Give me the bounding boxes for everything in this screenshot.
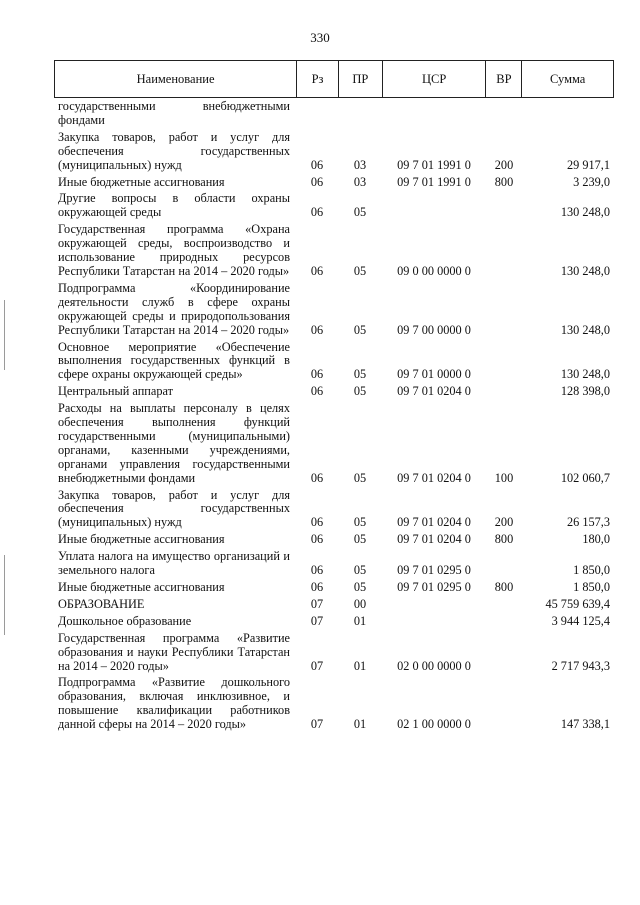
cell-name: Иные бюджетные ассигнования (58, 580, 225, 594)
cell-name: Государственная программа «Охрана окружающей среды, воспроизводство и использование природных ресурсов Республики Татарстан на 2014 – 2020 годы» (58, 222, 290, 278)
cell-rz: 06 (310, 205, 324, 220)
table-row (54, 223, 614, 279)
cell-sum: 147 338,1 (560, 717, 610, 732)
cell-name: Иные бюджетные ассигнования (58, 532, 225, 547)
margin-mark (4, 300, 5, 370)
header-vr: ВР (485, 61, 521, 97)
cell-name: Государственная программа «Развитие образования и науки Республики Татарстан на 2014 – 2020 годы» (58, 630, 290, 673)
cell-sum: 180,0 (582, 532, 610, 547)
cell-sum: 2 717 943,3 (551, 658, 610, 673)
table-row (54, 402, 614, 485)
cell-rz: 06 (310, 515, 324, 530)
cell-vr: 200 (494, 157, 514, 172)
cell-vr: 800 (494, 174, 514, 189)
cell-name: Расходы на выплаты персоналу в целях обеспечения выполнения функций государственными (муниципальными) органами, казенными учреждениями, органами управления государственными внебюджетными фондами (58, 401, 290, 485)
cell-rz: 06 (310, 470, 324, 485)
cell-name: Основное мероприятие «Обеспечение выполнения государственных функций в сфере охраны окружающей среды» (58, 339, 290, 382)
cell-csr: 09 7 01 0295 0 (397, 580, 471, 594)
cell-pr: 03 (353, 157, 367, 172)
table-header (54, 60, 614, 98)
cell-rz: 06 (310, 263, 324, 278)
cell-sum: 130 248,0 (560, 367, 610, 382)
cell-name: Другие вопросы в области охраны окружающей среды (58, 191, 290, 220)
cell-csr: 09 7 01 1991 0 (397, 157, 471, 172)
cell-pr: 05 (353, 515, 367, 530)
table-row (54, 489, 614, 531)
cell-pr: 01 (353, 717, 367, 732)
table-row (54, 176, 614, 190)
cell-vr: 800 (494, 532, 514, 547)
cell-csr: 09 7 01 0000 0 (397, 367, 471, 382)
cell-sum: 29 917,1 (566, 157, 610, 172)
cell-csr: 09 7 00 0000 0 (397, 322, 471, 337)
table-row (54, 676, 614, 732)
cell-sum: 1 850,0 (573, 580, 610, 594)
cell-rz: 06 (310, 580, 324, 594)
cell-name: Закупка товаров, работ и услуг для обеспечения государственных (муниципальных) нужд (58, 129, 290, 172)
cell-pr: 05 (353, 263, 367, 278)
cell-name: Уплата налога на имущество организаций и земельного налога (58, 549, 290, 578)
cell-sum: 1 850,0 (573, 563, 610, 578)
header-sum: Сумма (521, 61, 613, 97)
header-csr: ЦСР (382, 61, 486, 97)
cell-csr: 02 1 00 0000 0 (397, 717, 471, 732)
table-row (54, 598, 614, 612)
cell-csr: 09 7 01 0204 0 (397, 532, 471, 547)
page-number: 330 (310, 30, 330, 45)
cell-csr: 09 7 01 0295 0 (397, 563, 471, 578)
cell-csr: 09 7 01 0204 0 (397, 515, 471, 530)
table-row (54, 100, 614, 128)
cell-name: ОБРАЗОВАНИЕ (58, 596, 145, 611)
cell-pr: 05 (353, 470, 367, 485)
table-row (54, 282, 614, 338)
table-row (54, 192, 614, 220)
cell-rz: 06 (310, 174, 324, 189)
cell-vr: 100 (494, 470, 514, 485)
cell-sum: 3 944 125,4 (551, 613, 610, 628)
table-row (54, 385, 614, 399)
table-row (54, 533, 614, 547)
cell-name: Подпрограмма «Координирование деятельности служб в сфере охраны окружающей среды и природопользования Республики Татарстан на 2014 – 2020 годы» (58, 280, 290, 337)
table-row (54, 615, 614, 629)
cell-rz: 07 (310, 658, 324, 673)
cell-csr: 09 7 01 1991 0 (397, 174, 471, 189)
cell-rz: 07 (310, 613, 324, 628)
cell-vr: 800 (494, 580, 514, 594)
header-name: Наименование (136, 71, 215, 86)
margin-mark (4, 555, 5, 635)
cell-name: Подпрограмма «Развитие дошкольного образования, включая инклюзивное, и повышение квалификации работников данной сферы на 2014 – 2020 годы» (58, 675, 290, 732)
cell-pr: 01 (353, 658, 367, 673)
cell-csr: 09 0 00 0000 0 (397, 263, 471, 278)
cell-rz: 06 (310, 532, 324, 547)
cell-csr: 02 0 00 0000 0 (397, 658, 471, 673)
cell-pr: 00 (353, 596, 367, 611)
cell-sum: 102 060,7 (560, 470, 610, 485)
cell-csr: 09 7 01 0204 0 (397, 470, 471, 485)
cell-pr: 01 (353, 613, 367, 628)
cell-rz: 07 (310, 596, 324, 611)
cell-pr: 05 (353, 532, 367, 547)
cell-name: Закупка товаров, работ и услуг для обеспечения государственных (муниципальных) нужд (58, 487, 290, 530)
cell-pr: 03 (353, 174, 367, 189)
cell-csr: 09 7 01 0204 0 (397, 384, 471, 399)
cell-pr: 05 (353, 367, 367, 382)
budget-table (54, 60, 614, 732)
cell-sum: 130 248,0 (560, 322, 610, 337)
cell-sum: 3 239,0 (573, 174, 610, 189)
header-rz: Рз (296, 61, 338, 97)
cell-name: государственными внебюджетными фондами (58, 99, 290, 127)
cell-sum: 130 248,0 (560, 263, 610, 278)
table-body (54, 100, 614, 732)
cell-sum: 128 398,0 (560, 384, 610, 399)
cell-rz: 06 (310, 322, 324, 337)
table-row (54, 550, 614, 578)
cell-pr: 05 (353, 563, 367, 578)
cell-sum: 26 157,3 (566, 515, 610, 530)
cell-pr: 05 (353, 580, 367, 594)
cell-pr: 05 (353, 322, 367, 337)
table-row (54, 581, 614, 595)
cell-name: Иные бюджетные ассигнования (58, 174, 225, 189)
cell-sum: 45 759 639,4 (545, 596, 610, 611)
cell-sum: 130 248,0 (560, 205, 610, 220)
header-pr: ПР (338, 61, 382, 97)
cell-rz: 07 (310, 717, 324, 732)
cell-name: Дошкольное образование (58, 613, 192, 628)
cell-rz: 06 (310, 157, 324, 172)
table-row (54, 632, 614, 674)
cell-pr: 05 (353, 384, 367, 399)
cell-name: Центральный аппарат (58, 384, 173, 399)
cell-rz: 06 (310, 384, 324, 399)
cell-pr: 05 (353, 205, 367, 220)
cell-rz: 06 (310, 367, 324, 382)
table-row (54, 341, 614, 383)
cell-rz: 06 (310, 563, 324, 578)
table-row (54, 131, 614, 173)
cell-vr: 200 (494, 515, 514, 530)
